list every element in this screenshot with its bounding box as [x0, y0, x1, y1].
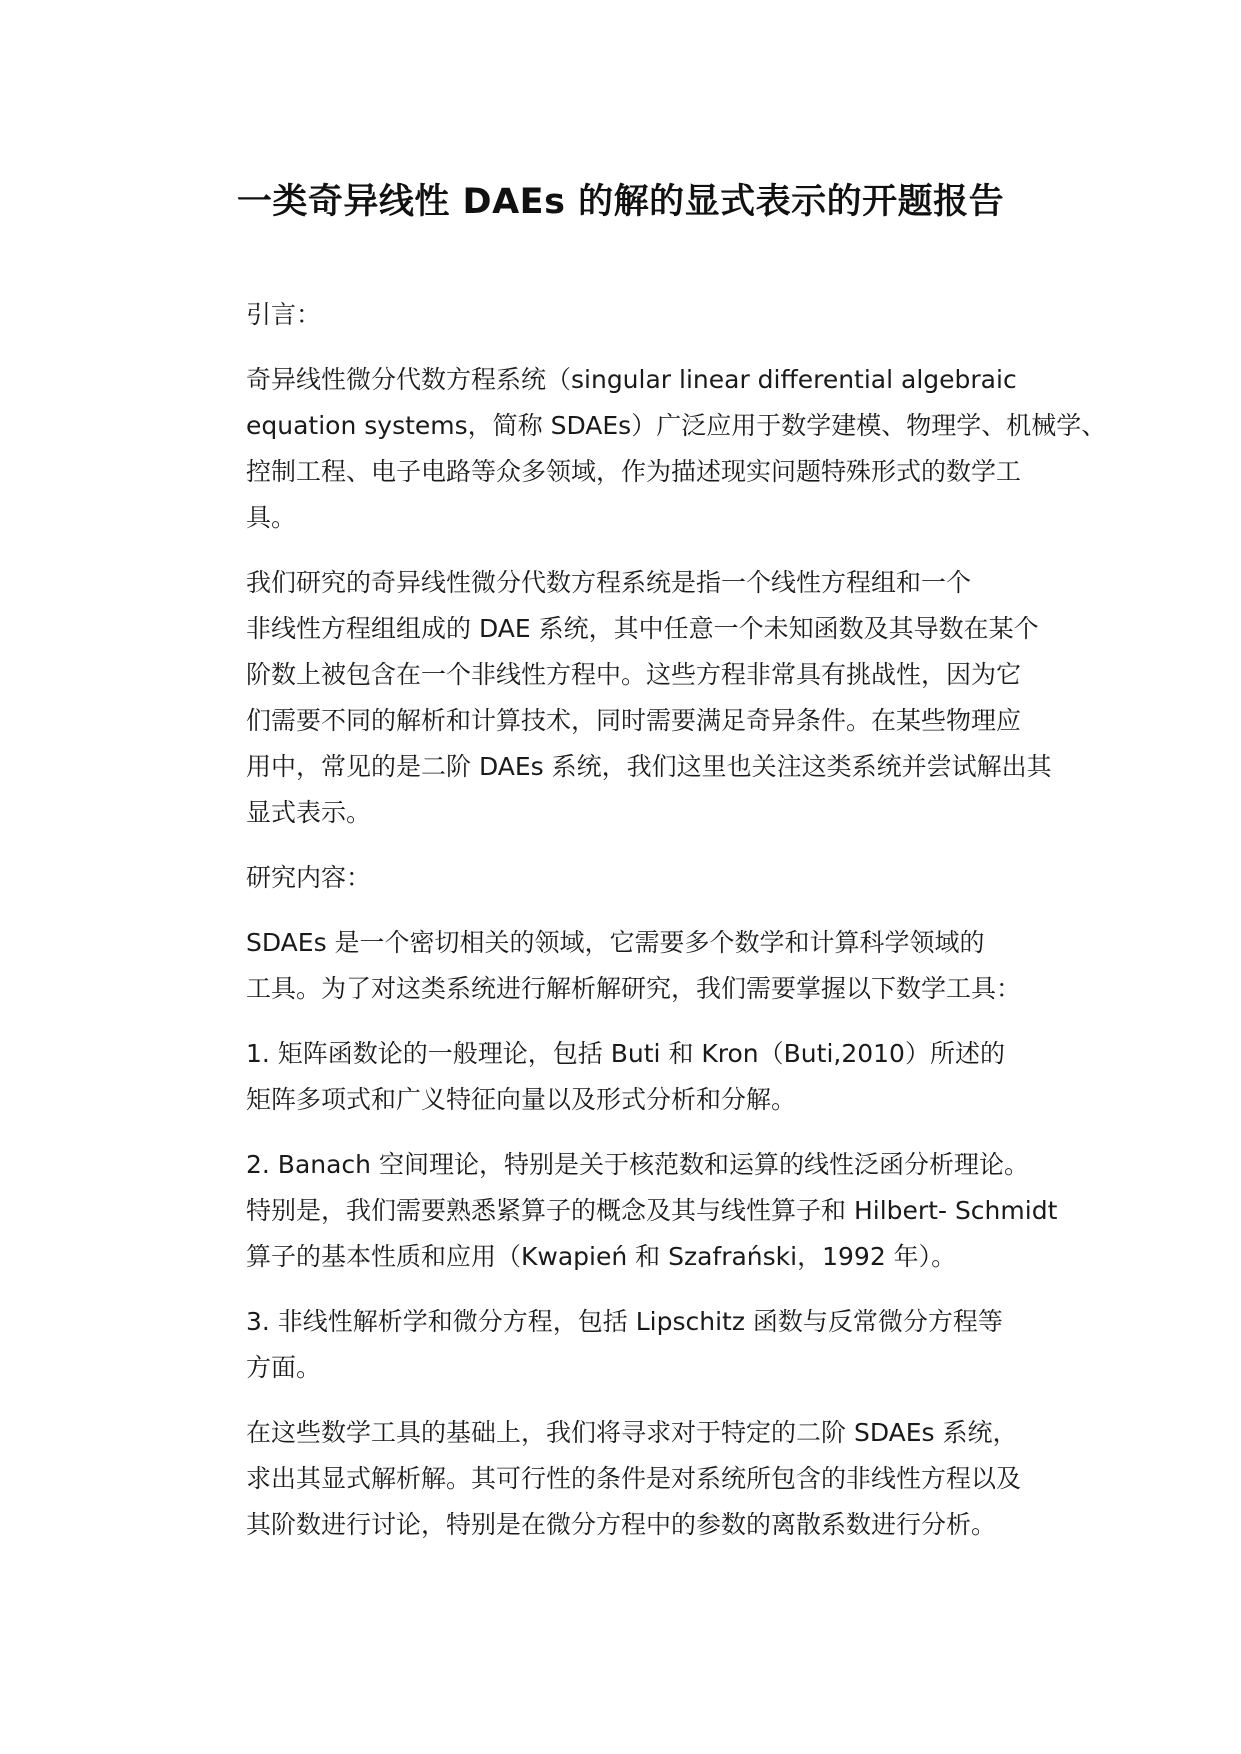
- text-line: 工具。为了对这类系统进行解析解研究，我们需要掌握以下数学工具：: [246, 974, 1022, 1003]
- text-line: 方面。: [246, 1353, 322, 1382]
- text-line: 阶数上被包含在一个非线性方程中。这些方程非常具有挑战性，因为它: [246, 660, 1022, 689]
- text-line: 显式表示。: [246, 798, 372, 827]
- text-line: 用中，常见的是二阶 DAEs 系统，我们这里也关注这类系统并尝试解出其: [246, 752, 1052, 781]
- text-line: 3. 非线性解析学和微分方程，包括 Lipschitz 函数与反常微分方程等: [246, 1307, 1003, 1336]
- paragraph-sdae-definition: [188, 357, 1107, 541]
- paragraph-research-scope: [188, 560, 1088, 836]
- section-heading-research-content: [188, 855, 1088, 901]
- paragraph-tools-intro: [188, 920, 1088, 1012]
- text-line: 控制工程、电子电路等众多领域，作为描述现实问题特殊形式的数学工: [246, 457, 1022, 486]
- text-line: 在这些数学工具的基础上，我们将寻求对于特定的二阶 SDAEs 系统，: [246, 1418, 1018, 1447]
- text-line: equation systems，简称 SDAEs）广泛应用于数学建模、物理学、机械学、: [246, 411, 1107, 440]
- list-item-nonlinear-analysis: [188, 1299, 1088, 1391]
- list-item-banach-space-theory: [188, 1142, 1088, 1280]
- text-line: SDAEs 是一个密切相关的领域，它需要多个数学和计算科学领域的: [246, 928, 985, 957]
- section-heading-introduction: [188, 292, 1088, 338]
- document-body: [188, 292, 1107, 1567]
- text-line: 奇异线性微分代数方程系统（singular linear differential algebraic: [246, 365, 1017, 394]
- text-line: 求出其显式解析解。其可行性的条件是对系统所包含的非线性方程以及: [246, 1464, 1022, 1493]
- text-line: 1. 矩阵函数论的一般理论，包括 Buti 和 Kron（Buti,2010）所述的: [246, 1039, 1005, 1068]
- text-line: 们需要不同的解析和计算技术，同时需要满足奇异条件。在某些物理应: [246, 706, 1022, 735]
- text-line: 具。: [246, 503, 297, 532]
- text-line: 算子的基本性质和应用（Kwapień 和 Szafrański，1992 年）。: [246, 1242, 957, 1271]
- text-line: 非线性方程组组成的 DAE 系统，其中任意一个未知函数及其导数在某个: [246, 614, 1039, 643]
- text-line: 2. Banach 空间理论，特别是关于核范数和运算的线性泛函分析理论。: [246, 1150, 1029, 1179]
- text-line: 其阶数进行讨论，特别是在微分方程中的参数的离散系数进行分析。: [246, 1510, 997, 1539]
- text-line: 研究内容：: [246, 863, 372, 892]
- paragraph-research-goal: [188, 1410, 1088, 1548]
- text-line: 我们研究的奇异线性微分代数方程系统是指一个线性方程组和一个: [246, 568, 972, 597]
- list-item-matrix-function-theory: [188, 1031, 1088, 1123]
- document-title: 一类奇异线性 DAEs 的解的显式表示的开题报告: [236, 182, 1005, 222]
- text-line: 特别是，我们需要熟悉紧算子的概念及其与线性算子和 Hilbert- Schmidt: [246, 1196, 1058, 1225]
- text-line: 引言：: [246, 300, 322, 329]
- text-line: 矩阵多项式和广义特征向量以及形式分析和分解。: [246, 1085, 797, 1114]
